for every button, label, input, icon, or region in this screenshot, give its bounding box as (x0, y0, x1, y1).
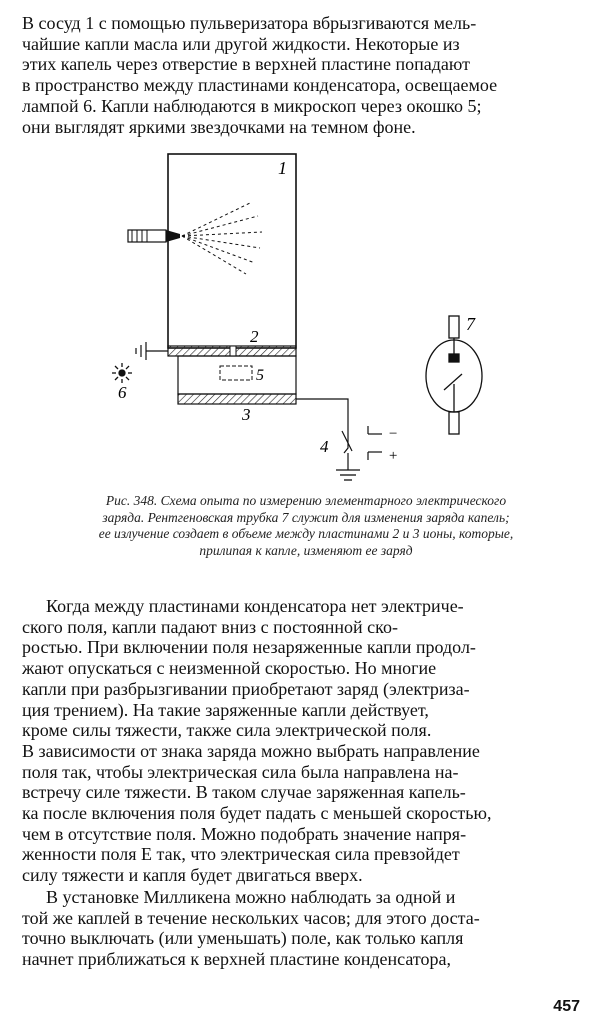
figure-caption (30, 493, 582, 559)
bottom-plate (178, 394, 296, 404)
text-line: силу тяжести и капля будет двигаться вверх. (22, 865, 363, 886)
text-line: ского поля, капли падают вниз с постоянной ско- (22, 616, 398, 637)
plus-symbol: + (388, 448, 399, 464)
xray-tube-label: 7 (466, 314, 475, 334)
caption-line: ее излучение создает в объеме между пластинами 2 и 3 ионы, которые, (98, 526, 514, 541)
text-line: лампой 6. Капли наблюдаются в микроскоп через окошко 5; (22, 95, 482, 116)
caption-line: Рис. 348. Схема опыта по измерению элементарного электрического (105, 493, 507, 508)
apparatus-diagram (100, 148, 500, 498)
text-line: женности поля E так, что электрическая сила превзойдет (22, 844, 460, 865)
spray (182, 203, 262, 274)
switch-label: 4 (320, 437, 329, 456)
intro-paragraph (22, 13, 584, 137)
text-line: ростью. При включении поля незаряженные капли продол- (22, 637, 476, 658)
text-line: В сосуд 1 с помощью пульверизатора вбрызгиваются мель- (22, 13, 477, 33)
caption-line: прилипая к капле, изменяют ее заряд (199, 542, 413, 558)
top-plate-label: 2 (250, 327, 259, 346)
text-line: жают опускаться с неизменной скоростью. Но многие (22, 658, 437, 679)
text-line: чем в отсутствие поля. Можно подобрать значение напря- (22, 823, 467, 844)
text-line: точно выключать (или уменьшать) поле, как только капля (22, 928, 464, 949)
observation-window (220, 366, 252, 380)
text-line: они выглядят яркими звездочками на темном фоне. (22, 116, 416, 137)
text-line: чайшие капли масла или другой жидкости. Некоторые из (22, 33, 460, 54)
vessel (168, 154, 296, 348)
text-line: встречу силе тяжести. В таком случае заряженная капель- (22, 782, 466, 803)
ground-symbol-left (136, 342, 168, 360)
text-line: ция трением). На такие заряженные капли действует, (22, 699, 429, 720)
text-line: Когда между пластинами конденсатора нет электриче- (46, 596, 464, 616)
atomizer (128, 230, 180, 242)
text-line: начнет приближаться к верхней пластине конденсатора, (22, 949, 452, 970)
text-line: В установке Милликена можно наблюдать за одной и (46, 887, 456, 907)
text-line: в пространство между пластинами конденсатора, освещаемое (22, 75, 498, 96)
lamp-label: 6 (118, 383, 127, 402)
lamp (112, 363, 132, 383)
switch (342, 431, 352, 451)
text-line: ка после включения поля будет падать с меньшей скоростью, (22, 803, 492, 824)
body-paragraph-2 (22, 887, 584, 970)
text-line: этих капель через отверстие в верхней пластине попадают (22, 54, 470, 75)
text-line: В зависимости от знака заряда можно выбрать направление (22, 740, 480, 761)
window-label: 5 (256, 367, 264, 384)
vessel-label: 1 (278, 158, 287, 178)
text-line: той же каплей в течение нескольких часов; для этого доста- (22, 907, 480, 928)
text-line: поля так, чтобы электрическая сила была направлена на- (22, 761, 459, 782)
body-paragraph-1 (22, 596, 584, 886)
capacitor-space (178, 356, 296, 394)
caption-line: заряда. Рентгеновская трубка 7 служит для изменения заряда капель; (102, 509, 510, 525)
page-number: 457 (553, 998, 580, 1015)
ground-symbol (336, 470, 360, 480)
switch-contacts (368, 426, 382, 460)
text-line: капли при разбрызгивании приобретают заряд (электриза- (22, 678, 470, 699)
bottom-plate-label: 3 (242, 405, 251, 424)
plate-hole (230, 346, 236, 356)
text-line: кроме силы тяжести, также сила электрической поля. (22, 720, 432, 741)
millikan-apparatus-figure (100, 148, 500, 498)
minus-symbol: − (388, 426, 399, 442)
